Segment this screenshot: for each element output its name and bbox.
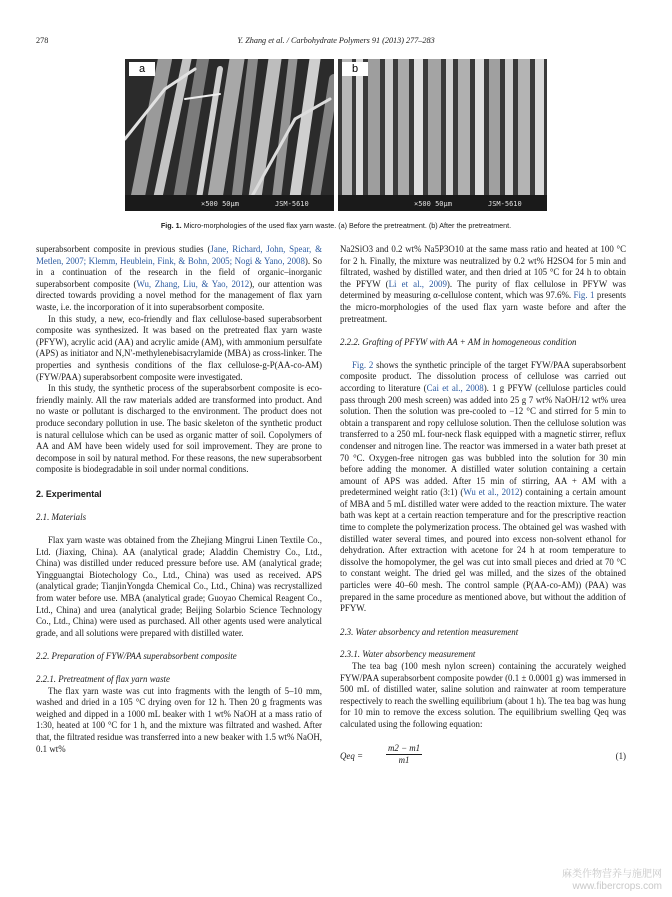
text-run: presents the micro-morphologies of the used flax yarn waste before and after the pretreatment. — [340, 290, 627, 324]
text-run: superabsorbent composite in previous studies ( — [36, 244, 211, 254]
paragraph: The tea bag (100 mesh nylon screen) containing the accurately weighed FYW/PAA superabsorbent composite powder (0.1 ± 0.0001 g) was immersed in 500 mL of distilled water, saline solution and rainwater at room temperature respectively to reach the swelling equilibrium (about 1 h). The tea bag was hung for 10 min to remove the excess solution. The equilibrium swelling Qeq was calculated using the following equation: — [340, 661, 626, 729]
panel-label-a: a — [129, 62, 155, 76]
subsubsection-heading: 2.2.1. Pretreatment of flax yarn waste — [36, 674, 170, 684]
instrument-label-a: JSM-5610 — [275, 200, 309, 208]
watermark-line: www.fibercrops.com — [572, 881, 662, 892]
text-run: Na2SiO3 and 0.2 wt% Na5P3O10 at the same mass ratio and heated at 100 °C for 2 h. Finally, the mixture was neutralized by 0.2 wt% H2SO4 for 5 min and filtrated, washed by distilled water, and then dried at 105 °C for 24 h to obtain the PFYW ( — [340, 244, 626, 289]
caption-text: Micro-morphologies of the used flax yarn waste. (a) Before the pretreatment. (b) After the pretreatment. — [181, 221, 512, 230]
paragraph — [340, 360, 626, 615]
citation-link[interactable]: Jane, Richard, John, Spear, & Metlen, 2007; Klemm, Heublein, Fink, & Bohn, 2005; Nogi & Yano, 2008 — [36, 244, 322, 266]
subsection-heading: 2.2. Preparation of FYW/PAA superabsorbent composite — [36, 651, 237, 662]
citation-link[interactable]: Wu et al., 2012 — [463, 487, 520, 498]
equation-lhs: Qeq = — [340, 750, 363, 761]
paragraph — [340, 244, 626, 325]
equation-numerator: m2 − m1 — [386, 743, 422, 756]
paragraph: Flax yarn waste was obtained from the Zhejiang Mingrui Linen Textile Co., Ltd. (Jiaxing, China). AA (analytical grade; Aladdin Chemistry Co., Ltd., China) was distilled under reduced pressure before use. AM (analytical grade; Yingguangtai Biotechology Co., Ltd., China) was used as received. APS (analytical grade; TianjinYongda Chemical Co., Ltd., China) was recrystallized from water before use. MBA (analytical grade; Guoyao Chemical Reagent Co., Ltd., China) and urea (analytical grade; Beijing Solarbio Science Technology Co., Ltd., China) were used as purchased. All other agents used were analytical grade, and all solutions were prepared with distilled water. — [36, 535, 322, 638]
scale-label-a: ×500 50μm — [201, 200, 239, 208]
text-run: ) containing a certain amount of MBA and 5 mL distilled water were added to the reaction mixture. The water bath was kept at a certain reaction temperature and for the prescriptive reaction time to complete the polymerization process. The obtained gel was washed with distilled water several times, and poured into excess non-solvent ethanol for dehydration. After extraction with acetone for 24 h at room temperature to dissolve the homopolymer, the gel was cut into small pieces and dried at 70 °C to constant weight. The dried gel was milled, and the sizes of the obtained particles were 40–60 mesh. The control sample (P(AA-co-AM)) (PAA) was prepared in the same procedure as mentioned above, but without the addition of PFYW. — [340, 487, 626, 614]
paragraph — [36, 244, 322, 314]
caption-label: Fig. 1. — [160, 221, 182, 230]
text-run: shows the synthetic principle of the target FYW/PAA superabsorbent composite product. The dissolution process of cellulose was carried out according to literature ( — [340, 359, 626, 393]
text-run: ). 1 g PFYW (cellulose particles could pass through 200 mesh screen) was added into 25 g 7 wt% NaOH/12 wt% urea solution. Then the solution was pre-cooled to −12 °C and stirred for 5 min to obtain a transparent and ropy cellulose solution. Then the cellulose solution was transferred to a 250 mL four-neck flask equipped with a magnetic stirrer, reflux condenser and nitrogen line. The reactor was immersed in a water bath preset at 70 °C. Oxygen-free nitrogen gas was bubbled into the solution for 30 min before adding the monomer. A distilled water solution containing a certain amount of APS was added. After 15 min of stirring, AA + AM with a predetermined weight ratio (3:1) ( — [340, 382, 626, 498]
left-column — [36, 244, 322, 755]
scale-label-b: ×500 50μm — [414, 200, 452, 208]
figure-1 — [125, 59, 547, 211]
text-run: ). The purity of flax cellulose in PFYW was determined by measuring α-cellulose content, which was 97.6%. — [340, 278, 627, 301]
watermark — [562, 869, 662, 893]
text-run: ), our attention was directed towards providing a novel method for the management of flax yarn waste, i.e. the incorporation of it into superabsorbent composite. — [36, 278, 322, 312]
journal-citation: Y. Zhang et al. / Carbohydrate Polymers 91 (2013) 277–283 — [237, 36, 435, 45]
subsubsection-heading: 2.3.1. Water absorbency measurement — [340, 649, 476, 660]
equation-denominator: m1 — [398, 755, 410, 766]
equation-fraction — [386, 743, 422, 767]
figure-link[interactable]: Fig. 1 — [573, 290, 595, 301]
citation-link[interactable]: Wu, Zhang, Liu, & Yao, 2012 — [136, 278, 250, 289]
text-run: ). So in a continuation of the research in the field of organic–inorganic superabsorbent composite ( — [36, 255, 322, 289]
equation-1 — [340, 743, 626, 771]
sem-image-before — [125, 59, 334, 211]
figure-caption — [60, 221, 612, 230]
section-heading: 2. Experimental — [36, 488, 102, 499]
sem-panel-after — [338, 59, 547, 211]
subsection-heading: 2.3. Water absorbency and retention measurement — [340, 626, 519, 637]
paragraph: In this study, a new, eco-friendly and flax cellulose-based superabsorbent composite was synthesized. It was based on the pretreated flax yarn waste (PFYW), acrylic acid (AA) and acrylic amide (AM), with ammonium persulfate (APS) as initiator and N,N′-methylenebisacrylamide (MBA) as cross-linker. The properties and synthesis conditions of the flax cellulose-g-P(AA-co-AM) (FYW/PAA) superabsorbent composite were investigated. — [36, 313, 322, 382]
subsubsection-heading: 2.2.2. Grafting of PFYW with AA + AM in homogeneous condition — [340, 337, 577, 348]
paragraph: The flax yarn waste was cut into fragments with the length of 5–10 mm, washed and dried in a 105 °C drying oven for 12 h. Then 20 g fragments was weighed and dipped in a 1000 mL beaker with 1 wt% NaOH at a mass ratio of 1:30, heated at 100 °C for 1 h, and the mixture was filtrated and washed. After that, the filtrated residue was transferred into a new beaker with 1.5 wt% NaOH, 0.1 wt% — [36, 685, 322, 754]
subsection-heading: 2.1. Materials — [36, 512, 87, 523]
sem-panel-before — [125, 59, 334, 211]
sem-image-after — [338, 59, 547, 211]
instrument-label-b: JSM-5610 — [488, 200, 522, 208]
panel-label-b: b — [342, 62, 368, 76]
citation-link[interactable]: Cai et al., 2008 — [426, 382, 484, 393]
figure-link[interactable]: Fig. 2 — [352, 359, 374, 370]
equation-number: (1) — [615, 750, 626, 761]
paragraph: In this study, the synthetic process of the superabsorbent composite is eco-friendly mainly. All the raw materials added are transformed into product. And no waste or pollutant is discharged to the environment. The product does not produce secondary pollution in use. The basic skeleton of the synthetic product is natural cellulose which can be used as organic matter of soil. Copolymers of AA and AM have been widely used for soil improvement. They are prone to decompose in soil by natural method. For these reasons, the new superabsorbent composite is biodegradable in soil under normal conditions. — [36, 383, 322, 475]
running-header — [36, 36, 636, 48]
right-column — [340, 244, 626, 771]
watermark-line: 麻类作物营养与施肥网 — [562, 869, 662, 880]
citation-link[interactable]: Li et al., 2009 — [388, 278, 447, 289]
page-number: 278 — [36, 36, 49, 45]
